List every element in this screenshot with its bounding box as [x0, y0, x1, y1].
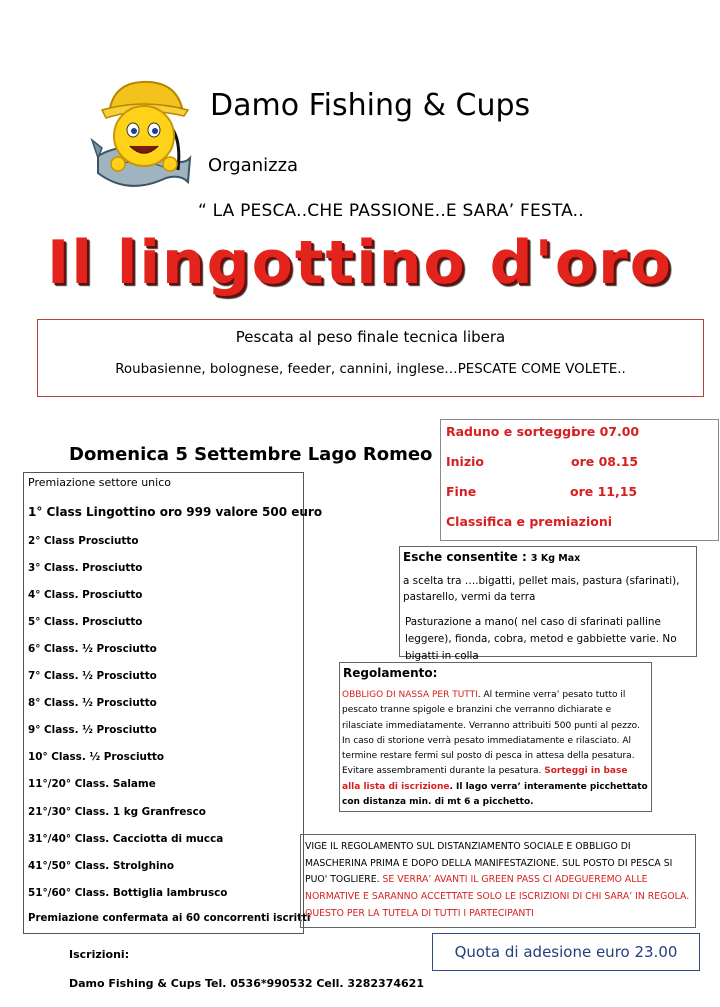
organizza-label: Organizza	[208, 155, 299, 176]
prize-item: 41°/50° Class. Strolghino	[28, 860, 175, 872]
schedule-time: ore 11,15	[570, 484, 638, 499]
prizes-footer: Premiazione confermata ai 60 concorrenti iscritti	[28, 913, 311, 924]
schedule-label: Classifica e premiazioni	[446, 514, 613, 529]
bait-list: a scelta tra ….bigatti, pellet mais, pastura (sfarinati), pastarello, vermi da terra	[403, 575, 680, 603]
intro-box	[37, 319, 704, 397]
prize-item: 9° Class. ½ Prosciutto	[28, 724, 157, 736]
covid-notice-box	[300, 834, 696, 928]
prize-item: 8° Class. ½ Prosciutto	[28, 697, 157, 709]
prize-item: 7° Class. ½ Prosciutto	[28, 670, 157, 682]
bait-heading-max: 3 Kg Max	[530, 553, 581, 564]
rules-red-nassa: OBBLIGO DI NASSA PER TUTTI	[342, 690, 478, 700]
prizes-box	[23, 472, 323, 934]
prize-item: 3° Class. Prosciutto	[28, 562, 143, 574]
bait-heading	[403, 550, 580, 564]
prize-item: 4° Class. Prosciutto	[28, 589, 143, 601]
rules-red-sorteggi: Sorteggi in base alla lista di iscrizione	[342, 766, 628, 792]
covid-red-text: SE VERRA’ AVANTI IL GREEN PASS CI ADEGUEREMO ALLE NORMATIVE E SARANNO ACCETTATE SOLO LE ISCRIZIONI DI CHI SARA’ IN REGOLA. QUESTO PER LA TUTELA DI TUTTI I PARTECIPANTI	[305, 874, 690, 919]
prize-item: 10° Class. ½ Prosciutto	[28, 751, 165, 763]
registration-contacts: Damo Fishing & Cups Tel. 0536*990532 Cell. 3282374621	[69, 977, 424, 990]
prizes-heading: Premiazione settore unico	[28, 476, 171, 489]
fee-box: Quota di adesione euro 23.00	[432, 933, 700, 971]
brand-name: Damo Fishing & Cups	[210, 88, 531, 123]
covid-text: VIGE IL REGOLAMENTO SUL DISTANZIAMENTO SOCIALE E OBBLIGO DI MASCHERINA PRIMA E DOPO DELLA MANIFESTAZIONE. SUL POSTO DI PESCA SI PUO' TOGLIERE.	[305, 841, 673, 886]
logo-emoji-fish	[88, 78, 198, 198]
prize-item: 51°/60° Class. Bottiglia lambrusco	[28, 887, 228, 899]
event-title: Il lingottino d'oro	[47, 228, 673, 298]
intro-line-technique: Pescata al peso finale tecnica libera	[235, 328, 506, 346]
rules-text-2: . Il lago verra’ interamente picchettato con distanza min. di mt 6 a picchetto.	[342, 781, 648, 808]
schedule-box	[440, 419, 719, 541]
event-date: Domenica 5 Settembre Lago Romeo	[69, 444, 433, 465]
prize-item: 21°/30° Class. 1 kg Granfresco	[28, 806, 206, 818]
prize-item: 2° Class Prosciutto	[28, 535, 139, 547]
rules-box	[339, 662, 652, 812]
bait-box	[399, 546, 697, 662]
schedule-time: ore 07.00	[572, 424, 640, 439]
slogan: “ LA PESCA..CHE PASSIONE..E SARA’ FESTA..	[198, 201, 584, 221]
schedule-time: ore 08.15	[571, 454, 639, 469]
bait-heading-text: Esche consentite :	[403, 550, 531, 564]
prize-item: 5° Class. Prosciutto	[28, 616, 143, 628]
rules-body	[342, 688, 648, 810]
schedule-label: Raduno e sorteggi	[446, 424, 576, 439]
rules-text-1: . Al termine verra’ pesato tutto il pescato tranne spigole e branzini che verranno dichiarate e rilasciate immediatamente. Verranno attribuiti 500 punti al pezzo. In caso di storione verrà pesato immediatamente e rilasciato. Al termine restare fermi sul posto di pesca in attesa della pesatura. Evitare assembramenti durante la pesatura.	[342, 690, 640, 777]
schedule-label: Fine	[446, 484, 477, 499]
bait-pasturazione: Pasturazione a mano( nel caso di sfarinati palline leggere), fionda, cobra, metod e gabbiette varie. No bigatti in colla	[405, 616, 677, 662]
prize-item: 31°/40° Class. Cacciotta di mucca	[28, 833, 224, 845]
registration-label: Iscrizioni:	[69, 948, 130, 961]
prize-item: 11°/20° Class. Salame	[28, 778, 156, 790]
prize-item: 6° Class. ½ Prosciutto	[28, 643, 157, 655]
prize-item: 1° Class Lingottino oro 999 valore 500 euro	[28, 505, 323, 519]
schedule-label: Inizio	[446, 454, 484, 469]
covid-notice	[305, 839, 695, 923]
rules-heading: Regolamento:	[343, 666, 438, 680]
intro-line-methods: Roubasienne, bolognese, feeder, cannini, inglese…PESCATE COME VOLETE..	[115, 362, 626, 377]
